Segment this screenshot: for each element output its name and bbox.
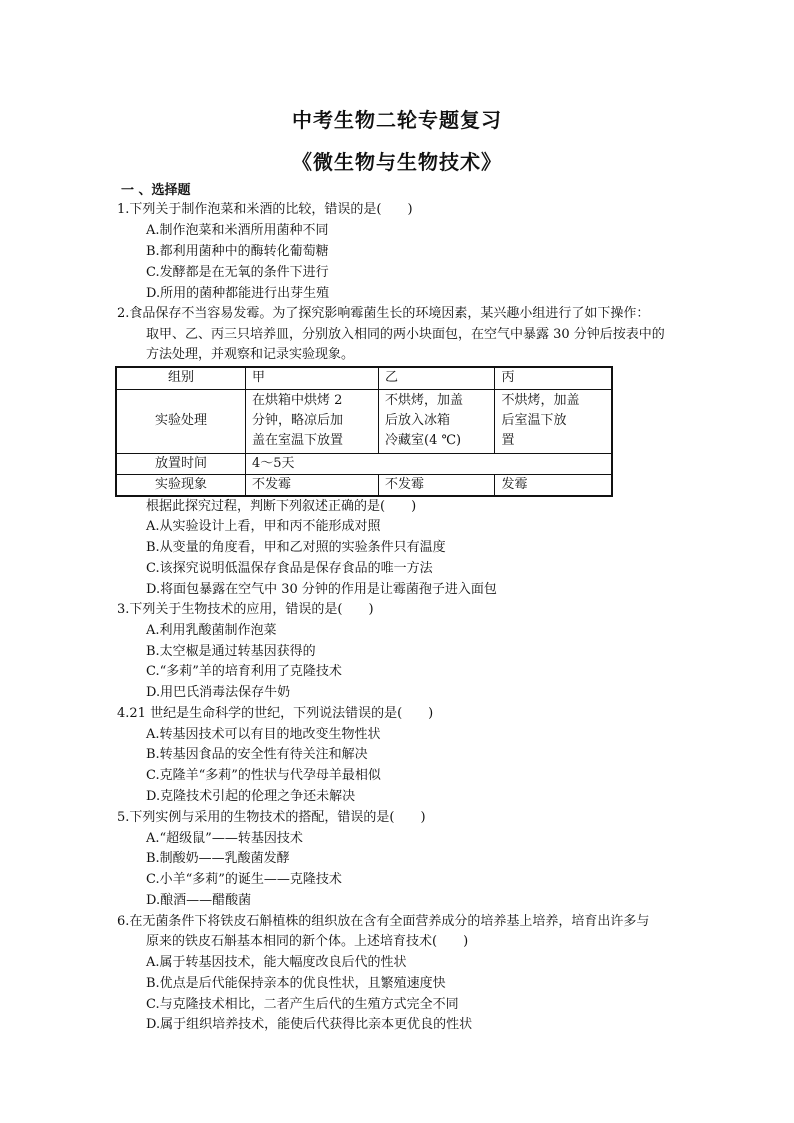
page-subtitle: 《微生物与生物技术》 [292,150,502,174]
question-6-option-a: A.属于转基因技术，能大幅度改良后代的性状 [146,955,407,970]
table-cell: 不烘烤，加盖 后室温下放 置 [495,389,612,453]
table-cell: 在烘箱中烘烤 2 分钟，略凉后加 盖在室温下放置 [246,389,379,453]
table-cell: 不发霉 [379,474,495,496]
table-row-label: 实验现象 [116,474,246,496]
table-cell: 不烘烤，加盖 后放入冰箱 冷藏室(4 ℃) [379,389,495,453]
question-2-option-d: D.将面包暴露在空气中 30 分钟的作用是让霉菌孢子进入面包 [146,582,497,597]
table-header-row [116,367,612,389]
question-3-option-c: C.“多莉”羊的培育利用了克隆技术 [146,664,342,679]
question-1-option-a: A.制作泡菜和米酒所用菌种不同 [146,223,329,238]
question-2-option-a: A.从实验设计上看，甲和丙不能形成对照 [146,519,381,534]
question-1-option-d: D.所用的菌种都能进行出芽生殖 [146,286,330,301]
question-1-stem: 1.下列关于制作泡菜和米酒的比较，错误的是( ) [117,202,413,217]
question-3-option-b: B.太空椒是通过转基因获得的 [146,644,316,659]
question-4-option-d: D.克隆技术引起的伦理之争还未解决 [146,789,356,804]
question-1-option-c: C.发酵都是在无氧的条件下进行 [146,265,329,280]
question-5-option-d: D.酿酒——醋酸菌 [146,893,252,908]
question-4-stem: 4.21 世纪是生命科学的世纪，下列说法错误的是( ) [117,706,434,721]
table-row [116,389,612,453]
question-2-prompt: 根据此探究过程，判断下列叙述正确的是( ) [146,499,417,514]
table-cell: 不发霉 [246,474,379,496]
question-6-stem-line2: 原来的铁皮石斛基本相同的新个体。上述培育技术( ) [146,934,469,949]
table-row-label: 实验处理 [116,389,246,453]
table-header-yi: 乙 [379,367,495,389]
question-6-stem: 6.在无菌条件下将铁皮石斛植株的组织放在含有全面营养成分的培养基上培养，培育出许多与 [117,914,650,929]
question-3-option-d: D.用巴氏消毒法保存牛奶 [146,685,291,700]
table-header-group: 组别 [116,367,246,389]
question-3-option-a: A.利用乳酸菌制作泡菜 [146,623,277,638]
section-title: 一 、选择题 [121,183,191,198]
table-header-bing: 丙 [495,367,612,389]
question-6-option-b: B.优点是后代能保持亲本的优良性状，且繁殖速度快 [146,976,446,991]
table-row [116,474,612,496]
table-header-jia: 甲 [246,367,379,389]
question-3-stem: 3.下列关于生物技术的应用，错误的是( ) [117,602,374,617]
question-2-stem: 2.食品保存不当容易发霉。为了探究影响霉菌生长的环境因素，某兴趣小组进行了如下操作： [117,306,650,321]
question-2-stem-line2: 取甲、乙、丙三只培养皿，分别放入相同的两小块面包，在空气中暴露 30 分钟后按表中的 [146,327,665,342]
question-5-option-b: B.制酸奶——乳酸菌发酵 [146,851,290,866]
page-title: 中考生物二轮专题复习 [292,108,502,132]
question-1-option-b: B.都利用菌种中的酶转化葡萄糖 [146,244,329,259]
question-4-option-a: A.转基因技术可以有目的地改变生物性状 [146,727,381,742]
question-4-option-c: C.克隆羊“多莉”的性状与代孕母羊最相似 [146,768,381,783]
table-cell: 4～5天 [246,453,613,474]
table-row [116,453,612,474]
question-4-option-b: B.转基因食品的安全性有待关注和解决 [146,747,368,762]
question-5-stem: 5.下列实例与采用的生物技术的搭配，错误的是( ) [117,810,426,825]
experiment-table [115,366,613,497]
question-5-option-a: A.“超级鼠”——转基因技术 [146,831,303,846]
question-2-stem-line3: 方法处理，并观察和记录实验现象。 [146,347,355,362]
table-cell: 发霉 [495,474,612,496]
question-6-option-d: D.属于组织培养技术，能使后代获得比亲本更优良的性状 [146,1017,473,1032]
question-6-option-c: C.与克隆技术相比，二者产生后代的生殖方式完全不同 [146,997,459,1012]
question-2-option-c: C.该探究说明低温保存食品是保存食品的唯一方法 [146,561,433,576]
table-row-label: 放置时间 [116,453,246,474]
question-2-option-b: B.从变量的角度看，甲和乙对照的实验条件只有温度 [146,540,446,555]
question-5-option-c: C.小羊“多莉”的诞生——克隆技术 [146,872,342,887]
